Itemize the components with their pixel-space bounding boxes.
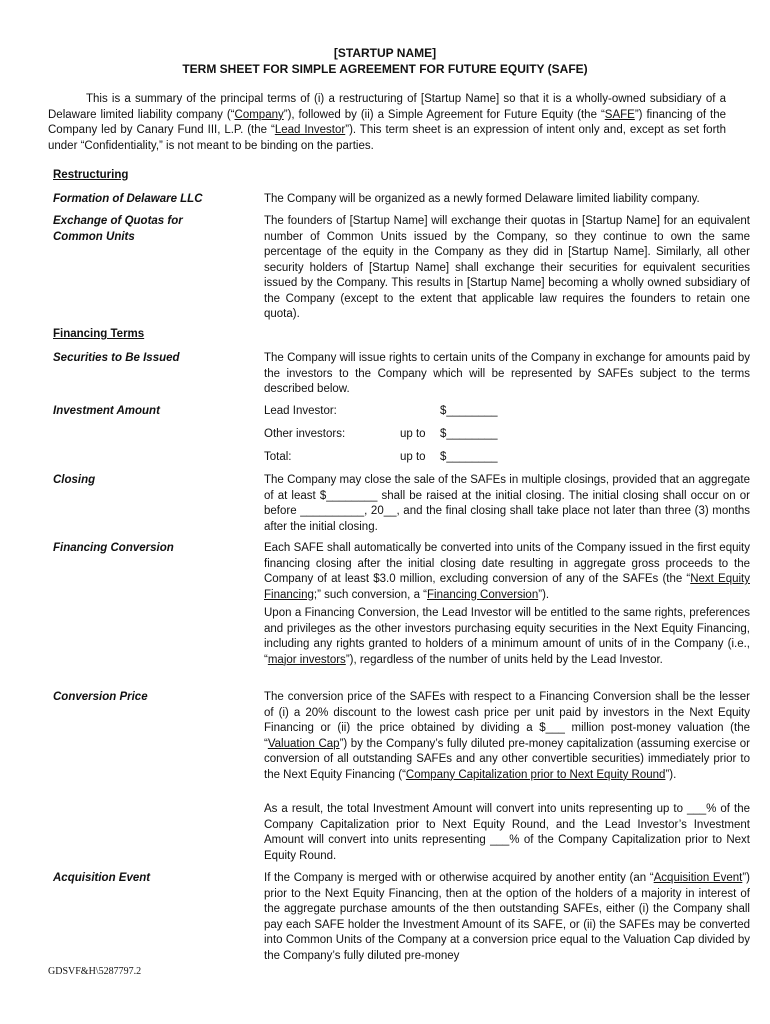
term-acquisition-text bbox=[264, 871, 750, 964]
conversion-text-a: Each SAFE shall automatically be converted into units of the Company issued in the first equity financing closing after the initial closing date resulting in aggregate gross proceeds to the Company of at least $3.0 million, excluding conversion of any of the SAFEs (the “ bbox=[264, 542, 750, 585]
term-price-label: Conversion Price bbox=[53, 691, 148, 703]
price-text-b: ”) by the Company’s fully diluted pre-money capitalization (assuming exercise or conversion of all outstanding SAFEs and any other convertible securities) immediately prior to the Next Equity Financing (“ bbox=[264, 737, 750, 781]
price-text-c: ”). bbox=[665, 768, 677, 781]
term-exchange-text: The founders of [Startup Name] will exchange their quotas in [Startup Name] for an equivalent number of Common Units issued by the Company, so they continue to own the same percentage of the equity in the Company as they did in [Startup Name]. Similarly, all other security holders of [Startup Name] shall exchange their securities for equivalent securities issued by the Company. This results in [Startup Name] becoming a wholly owned subsidiary of the Company (except to the extent that applicable law requires the founders to retain one quota). bbox=[264, 215, 750, 320]
term-acquisition-label: Acquisition Event bbox=[53, 872, 151, 884]
term-investment-label: Investment Amount bbox=[53, 405, 160, 417]
section-financing-terms: Financing Terms bbox=[53, 328, 145, 340]
investment-row-upto: up to bbox=[400, 428, 426, 440]
conversion-text-d: Upon a Financing Conversion, the Lead Investor will be entitled to the same rights, preferences and privileges as the other investors purchasing equity securities in the Next Equity Financing, including any rights granted to holders of a minimum amount of units of in the Company (i.e., “ bbox=[264, 607, 750, 666]
defined-term-major-investors: major investors bbox=[267, 653, 346, 666]
investment-row-amount: $________ bbox=[440, 428, 498, 440]
intro-paragraph bbox=[48, 92, 726, 154]
investment-row-label: Lead Investor: bbox=[264, 405, 337, 417]
defined-term-lead-investor: Lead Investor bbox=[274, 124, 346, 136]
conversion-text-c: ”). bbox=[538, 588, 550, 601]
conversion-text-b: ” such conversion, a “ bbox=[317, 588, 427, 601]
investment-row-label: Other investors: bbox=[264, 428, 346, 440]
term-formation-text: The Company will be organized as a newly formed Delaware limited liability company. bbox=[264, 193, 700, 205]
investment-row-upto: up to bbox=[400, 451, 426, 463]
investment-row-amount: $________ bbox=[440, 405, 498, 417]
term-closing-text: The Company may close the sale of the SAFEs in multiple closings, provided that an aggregate of at least $________ shall be raised at the initial closing. The initial closing shall occur on or before __________, 20__, and the final closing shall take place not later than three (3) months after the initial closing. bbox=[264, 474, 750, 533]
intro-text-4: ”). This term sheet is an expression of intent only and, except as set forth under “Confidentiality,” is not meant to be binding on the parties. bbox=[48, 124, 726, 152]
defined-term-safe: SAFE bbox=[604, 108, 635, 121]
term-securities-text: The Company will issue rights to certain units of the Company in exchange for amounts paid by the investors to the Company which will be represented by SAFEs subject to the terms described below. bbox=[264, 352, 750, 395]
defined-term-company-capitalization: Company Capitalization prior to Next Equity Round bbox=[405, 768, 666, 781]
startup-name-heading: [STARTUP NAME] bbox=[333, 46, 437, 60]
term-conversion-label: Financing Conversion bbox=[53, 542, 174, 554]
defined-term-company: Company bbox=[234, 108, 284, 121]
price-text-a: The conversion price of the SAFEs with respect to a Financing Conversion shall be the lesser of (i) a 20% discount to the lowest cash price per unit paid by investors in the Next Equity Financing or (ii) the price obtained by dividing a $___ million post-money valuation (the “ bbox=[264, 691, 750, 750]
term-price-text-1 bbox=[264, 690, 750, 783]
term-conversion-text-2 bbox=[264, 606, 750, 668]
defined-term-financing-conversion: Financing Conversion bbox=[427, 588, 539, 601]
investment-row-amount: $________ bbox=[440, 451, 498, 463]
investment-row-label: Total: bbox=[264, 451, 292, 463]
term-exchange-label: Exchange of Quotas for Common Units bbox=[53, 215, 183, 243]
term-formation-label: Formation of Delaware LLC bbox=[53, 193, 203, 205]
intro-text-3: ”) financing of the Company led by Canary Fund III, L.P. (the “ bbox=[48, 108, 727, 136]
term-price-text-2: As a result, the total Investment Amount will convert into units representing up to ___% of the Company Capitalization prior to Next Equity Round, and the Lead Investor’s Investment Amount will convert into units representing ___% of the Company Capitalization prior to Next Equity Round. bbox=[264, 803, 750, 862]
term-securities-label: Securities to Be Issued bbox=[53, 352, 180, 364]
conversion-text-e: ”), regardless of the number of units held by the Lead Investor. bbox=[345, 653, 663, 666]
section-restructuring: Restructuring bbox=[53, 169, 129, 181]
acquisition-text-a: If the Company is merged with or otherwise acquired by another entity (an “ bbox=[264, 872, 654, 884]
defined-term-valuation-cap: Valuation Cap bbox=[267, 737, 340, 750]
intro-text-1: This is a summary of the principal terms of (i) a restructuring of [Startup Name] so that it is a wholly-owned subsidiary of a Delaware limited liability company (“ bbox=[48, 93, 726, 121]
defined-term-acquisition-event: Acquisition Event bbox=[653, 872, 743, 884]
intro-text-2: ”), followed by (ii) a Simple Agreement for Future Equity (the “ bbox=[283, 108, 605, 121]
defined-term-next-equity: Next Equity Financing; bbox=[264, 573, 750, 601]
term-closing-label: Closing bbox=[53, 474, 96, 486]
document-id-footer: GDSVF&H\5287797.2 bbox=[48, 966, 142, 977]
acquisition-text-b: ”) prior to the Next Equity Financing, then at the option of the holders of a majority in interest of the aggregate purchase amounts of the then outstanding SAFEs, either (i) the Company shall pay each SAFE holder the Investment Amount of its SAFE, or (ii) the SAFEs may be converted into Common Units of the Company at a conversion price equal to the Valuation Cap divided by the Company’s fully diluted pre-money bbox=[264, 872, 750, 962]
term-conversion-text-1 bbox=[264, 541, 750, 603]
document-title: TERM SHEET FOR SIMPLE AGREEMENT FOR FUTURE EQUITY (SAFE) bbox=[182, 62, 588, 76]
